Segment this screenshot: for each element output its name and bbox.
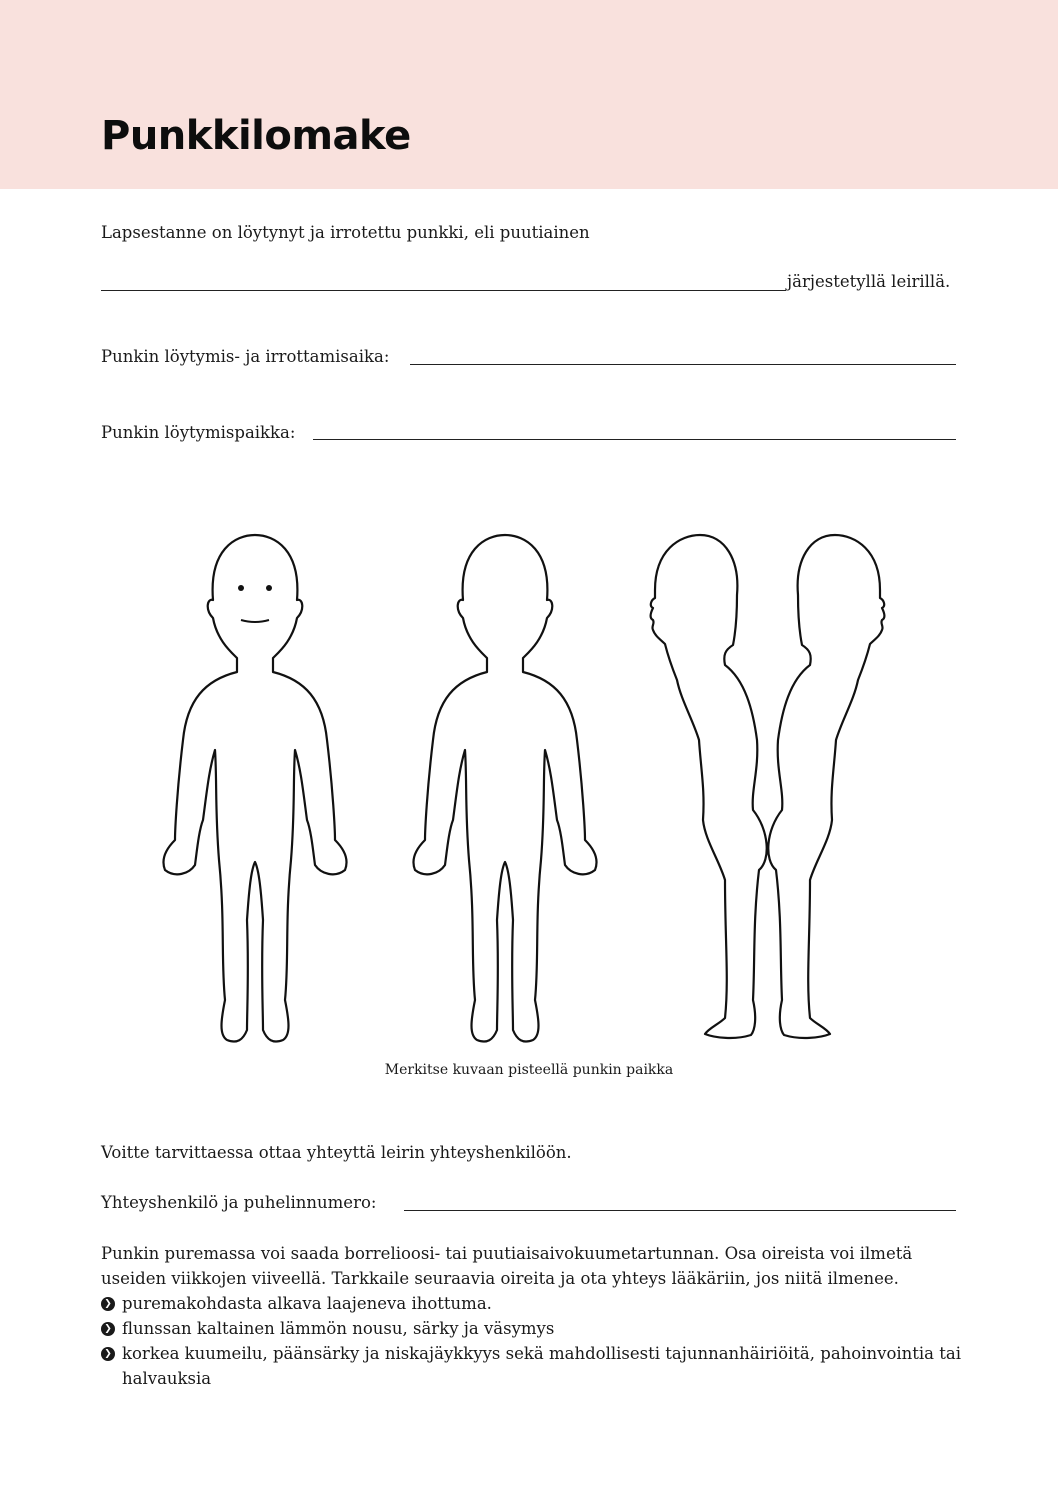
list-item (101, 1316, 961, 1341)
figure-side-right[interactable] (768, 535, 884, 1038)
chevron-right-icon: ❯ (101, 1322, 115, 1336)
figure-caption: Merkitse kuvaan pisteellä punkin paikka (384, 1062, 674, 1078)
contact-blank-line[interactable] (404, 1210, 956, 1211)
time-blank-line[interactable] (410, 364, 956, 365)
list-item-text: puremakohdasta alkava laajeneva ihottuma. (122, 1294, 492, 1313)
page-header (0, 0, 1058, 189)
place-label: Punkin löytymispaikka: (101, 423, 296, 442)
time-label: Punkin löytymis- ja irrottamisaika: (101, 347, 390, 366)
symptoms-list (101, 1291, 961, 1391)
figure-front[interactable] (163, 535, 346, 1042)
eye-right (266, 585, 272, 591)
chevron-right-icon: ❯ (101, 1347, 115, 1361)
list-item (101, 1291, 961, 1316)
eye-left (238, 585, 244, 591)
list-item-text: flunssan kaltainen lämmön nousu, särky ja väsymys (122, 1319, 555, 1338)
figure-side-left[interactable] (651, 535, 767, 1038)
body-figures[interactable] (150, 530, 910, 1050)
page-title: Punkkilomake (101, 113, 411, 159)
intro-text: Lapsestanne on löytynyt ja irrotettu punkki, eli puutiainen (101, 223, 590, 242)
mouth (241, 620, 269, 622)
body-outline-diagram[interactable] (150, 530, 910, 1050)
figure-back[interactable] (413, 535, 596, 1042)
chevron-right-icon: ❯ (101, 1297, 115, 1311)
list-item-text: korkea kuumeilu, päänsärky ja niskajäykkyys sekä mahdollisesti tajunnanhäiriöitä, pahoinvointia tai halvauksia (122, 1344, 962, 1388)
list-item (101, 1341, 961, 1391)
intro-suffix: järjestetyllä leirillä. (787, 272, 951, 291)
place-blank-line[interactable] (313, 439, 956, 440)
contact-label: Yhteyshenkilö ja puhelinnumero: (101, 1193, 377, 1212)
organizer-blank-line[interactable] (101, 290, 786, 291)
symptoms-paragraph: Punkin puremassa voi saada borrelioosi- tai puutiaisaivokuumetartunnan. Osa oireista voi ilmetä useiden viikkojen viiveellä. Tarkkaile seuraavia oireita ja ota yhteys lääkäriin, jos niitä ilmenee. (101, 1244, 913, 1288)
contact-note: Voitte tarvittaessa ottaa yhteyttä leirin yhteyshenkilöön. (101, 1143, 572, 1162)
